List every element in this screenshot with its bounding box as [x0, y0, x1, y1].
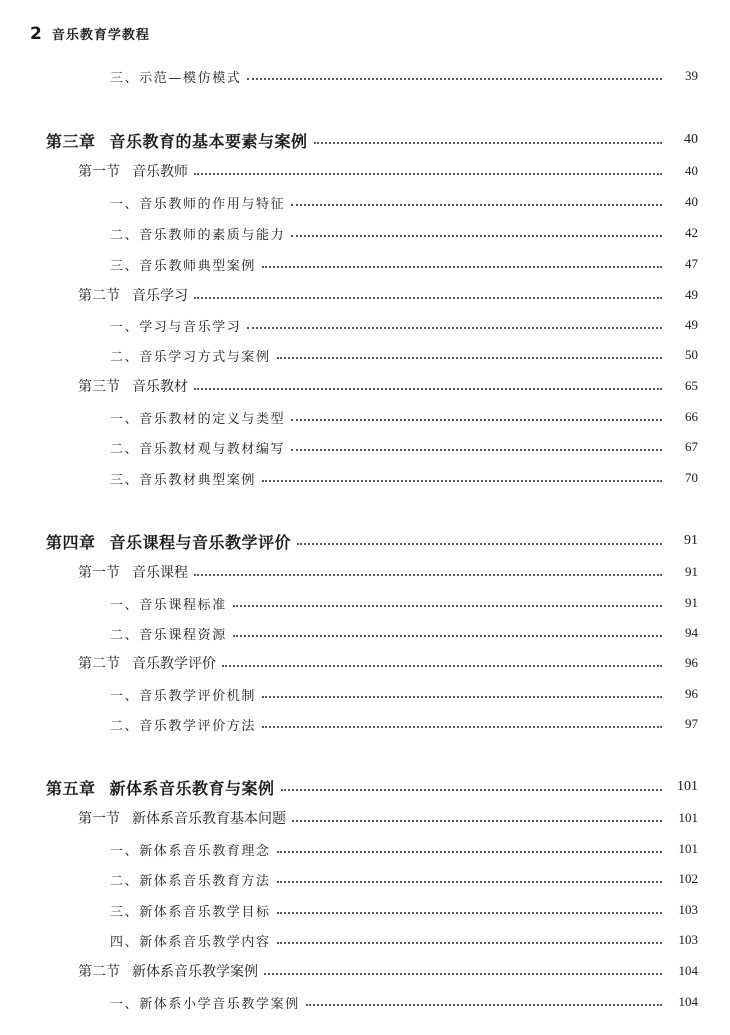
- toc-item: [0, 435, 730, 459]
- section-title: 音乐教材: [132, 379, 188, 395]
- toc-item-title: 二、音乐课程资源: [110, 627, 227, 643]
- page-header: [30, 24, 150, 48]
- leader-dots: [291, 419, 662, 421]
- leader-dots: [247, 78, 662, 80]
- toc-page-number: 70: [685, 470, 698, 485]
- toc-page-number: 40: [685, 194, 698, 209]
- toc-item: [0, 990, 730, 1014]
- leader-dots: [233, 605, 662, 607]
- toc-item: [0, 621, 730, 645]
- section-title: 音乐课程: [132, 565, 188, 581]
- toc-page-number: 101: [678, 810, 698, 825]
- leader-dots: [297, 543, 662, 545]
- leader-dots: [291, 235, 662, 237]
- toc-section: [0, 283, 730, 307]
- toc-page-number: 104: [678, 963, 698, 978]
- toc-item: [0, 682, 730, 706]
- toc-item-title: 一、音乐课程标准: [110, 597, 227, 613]
- toc-section: [0, 374, 730, 398]
- toc-item-title: 三、示范—模仿模式: [110, 70, 242, 86]
- section-number: 第二节: [78, 656, 120, 672]
- toc-section: [0, 560, 730, 584]
- toc-section: [0, 959, 730, 983]
- section-number: 第一节: [78, 164, 120, 180]
- toc-page-number: 66: [685, 409, 698, 424]
- toc-item: [0, 64, 730, 88]
- toc-item-title: 一、音乐教材的定义与类型: [110, 411, 286, 427]
- leader-dots: [233, 635, 662, 637]
- leader-dots: [277, 942, 662, 944]
- toc-item: [0, 313, 730, 337]
- toc-page-number: 103: [678, 902, 698, 917]
- chapter-number: 第五章: [46, 778, 96, 798]
- toc-item-title: 二、音乐教师的素质与能力: [110, 227, 286, 243]
- toc-page-number: 94: [685, 625, 698, 640]
- toc-page-number: 39: [685, 68, 698, 83]
- toc-page-number: 96: [685, 686, 698, 701]
- toc-chapter-4: [0, 529, 730, 553]
- toc-item-title: 二、音乐学习方式与案例: [110, 349, 271, 365]
- toc-item: [0, 898, 730, 922]
- toc-item-title: 二、音乐教学评价方法: [110, 718, 257, 734]
- toc-item: [0, 343, 730, 367]
- page-number: 2: [30, 24, 42, 44]
- chapter-number: 第三章: [46, 131, 96, 151]
- toc-page-number: 91: [684, 533, 698, 548]
- leader-dots: [277, 912, 662, 914]
- leader-dots: [262, 726, 662, 728]
- toc-page-number: 47: [685, 256, 698, 271]
- toc-item-title: 三、音乐教师典型案例: [110, 258, 257, 274]
- leader-dots: [262, 480, 662, 482]
- toc-page-number: 42: [685, 225, 698, 240]
- leader-dots: [194, 173, 662, 175]
- toc-page-number: 102: [678, 871, 698, 886]
- leader-dots: [281, 789, 662, 791]
- toc-item: [0, 591, 730, 615]
- toc-item: [0, 867, 730, 891]
- leader-dots: [277, 851, 662, 853]
- section-title: 音乐教学评价: [132, 656, 216, 672]
- toc-item-title: 四、新体系音乐教学内容: [110, 934, 271, 950]
- toc-item: [0, 837, 730, 861]
- toc-item: [0, 190, 730, 214]
- toc-chapter-5: [0, 775, 730, 799]
- leader-dots: [247, 327, 662, 329]
- section-number: 第二节: [78, 964, 120, 980]
- chapter-title: 新体系音乐教育与案例: [109, 778, 275, 798]
- toc-page-number: 103: [678, 932, 698, 947]
- toc-item-title: 一、学习与音乐学习: [110, 319, 242, 335]
- toc-page-number: 49: [685, 317, 698, 332]
- toc-item-title: 三、音乐教材典型案例: [110, 472, 257, 488]
- leader-dots: [222, 665, 662, 667]
- leader-dots: [277, 357, 662, 359]
- toc-section: [0, 806, 730, 830]
- toc-page-number: 65: [685, 378, 698, 393]
- toc-item: [0, 466, 730, 490]
- leader-dots: [292, 820, 662, 822]
- leader-dots: [314, 142, 662, 144]
- leader-dots: [306, 1004, 662, 1006]
- leader-dots: [194, 297, 662, 299]
- toc-item-title: 二、新体系音乐教育方法: [110, 873, 271, 889]
- toc-item-title: 三、新体系音乐教学目标: [110, 904, 271, 920]
- chapter-title: 音乐课程与音乐教学评价: [109, 532, 292, 552]
- toc-section: [0, 651, 730, 675]
- toc-item-title: 一、新体系音乐教育理念: [110, 843, 271, 859]
- leader-dots: [264, 973, 662, 975]
- section-title: 音乐教师: [132, 164, 188, 180]
- leader-dots: [291, 204, 662, 206]
- toc-page-number: 101: [678, 841, 698, 856]
- chapter-number: 第四章: [46, 532, 96, 552]
- leader-dots: [277, 881, 662, 883]
- section-title: 音乐学习: [132, 288, 188, 304]
- toc-item-title: 一、音乐教学评价机制: [110, 688, 257, 704]
- section-number: 第一节: [78, 565, 120, 581]
- leader-dots: [262, 266, 662, 268]
- leader-dots: [262, 696, 662, 698]
- toc-page-number: 40: [684, 132, 698, 147]
- leader-dots: [194, 388, 662, 390]
- toc-item-title: 一、音乐教师的作用与特征: [110, 196, 286, 212]
- toc-page-number: 101: [677, 779, 698, 794]
- leader-dots: [291, 449, 662, 451]
- toc-chapter-3: [0, 128, 730, 152]
- toc-item-title: 二、音乐教材观与教材编写: [110, 441, 286, 457]
- toc-section: [0, 159, 730, 183]
- book-title: 音乐教育学教程: [51, 28, 150, 43]
- toc-item: [0, 221, 730, 245]
- section-title: 新体系音乐教学案例: [132, 964, 258, 980]
- toc-page-number: 49: [685, 287, 698, 302]
- toc-item-title: 一、新体系小学音乐教学案例: [110, 996, 300, 1012]
- toc-page-number: 91: [685, 595, 698, 610]
- section-number: 第二节: [78, 288, 120, 304]
- section-number: 第一节: [78, 811, 120, 827]
- section-number: 第三节: [78, 379, 120, 395]
- toc-page-number: 91: [685, 564, 698, 579]
- toc-page-number: 50: [685, 347, 698, 362]
- toc-item: [0, 712, 730, 736]
- toc-page-number: 67: [685, 439, 698, 454]
- chapter-title: 音乐教育的基本要素与案例: [109, 131, 308, 151]
- toc-item: [0, 405, 730, 429]
- toc-page-number: 96: [685, 655, 698, 670]
- toc-item: [0, 928, 730, 952]
- toc-page-number: 97: [685, 716, 698, 731]
- toc-page-number: 40: [685, 163, 698, 178]
- toc-item: [0, 252, 730, 276]
- leader-dots: [194, 574, 662, 576]
- toc-page-number: 104: [678, 994, 698, 1009]
- section-title: 新体系音乐教育基本问题: [132, 811, 286, 827]
